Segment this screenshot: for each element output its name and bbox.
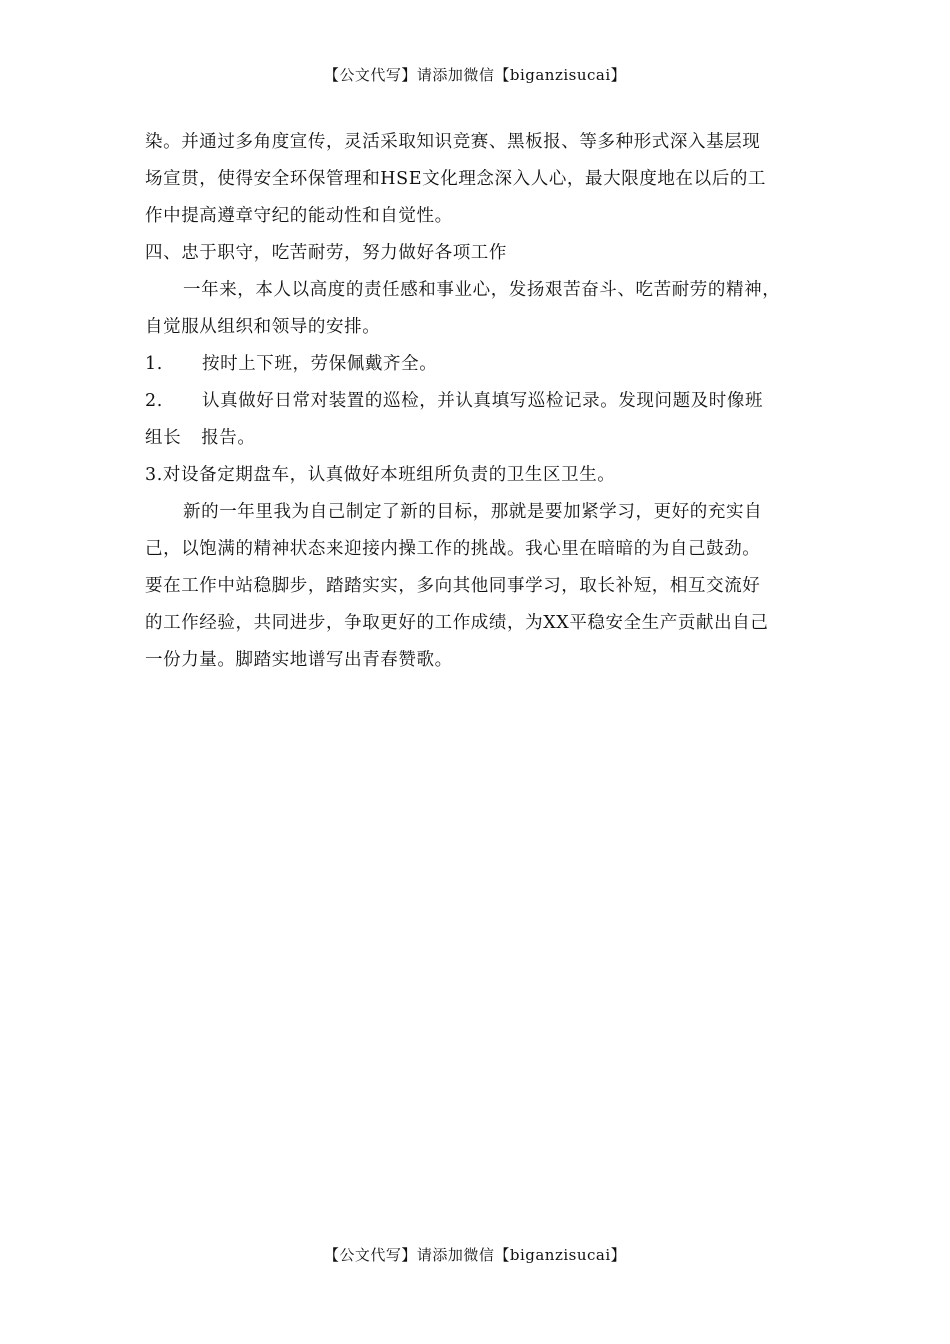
text-line: 作中提高遵章守纪的能动性和自觉性。 [145, 206, 453, 226]
page-header: 【公文代写】请添加微信【biganzisucai】 [323, 66, 627, 84]
list-item-text: 按时上下班，劳保佩戴齐全。 [202, 354, 438, 374]
text-line: 新的一年里我为自己制定了新的目标，那就是要加紧学习，更好的充实自 [183, 502, 763, 522]
list-item-continuation [145, 420, 815, 457]
text-line: 己，以饱满的精神状态来迎接内操工作的挑战。我心里在暗暗的为自己鼓劲。 [145, 539, 761, 559]
list-item-text: 报告。 [201, 428, 256, 448]
section-heading: 四、忠于职守，吃苦耐劳，努力做好各项工作 [145, 243, 507, 263]
text-line: 自觉服从组织和领导的安排。 [145, 317, 381, 337]
list-item-number: 1. [145, 354, 163, 374]
text-line: 染。并通过多角度宣传，灵活采取知识竞赛、黑板报、等多种形式深入基层现 [145, 132, 761, 152]
list-item [145, 383, 815, 420]
document-body [145, 124, 815, 679]
text-line: 一年来，本人以高度的责任感和事业心，发扬艰苦奋斗、吃苦耐劳的精神， [183, 280, 781, 300]
text-line: 要在工作中站稳脚步，踏踏实实，多向其他同事学习，取长补短，相互交流好 [145, 576, 761, 596]
list-item-number: 2. [145, 391, 163, 411]
text-line: 的工作经验，共同进步，争取更好的工作成绩，为XX平稳安全生产贡献出自己 [145, 613, 769, 633]
list-item-text: 认真做好日常对装置的巡检，并认真填写巡检记录。发现问题及时像班 [202, 391, 764, 411]
text-line: 场宣贯，使得安全环保管理和HSE文化理念深入人心，最大限度地在以后的工 [145, 169, 767, 189]
page-footer: 【公文代写】请添加微信【biganzisucai】 [323, 1246, 627, 1264]
list-item-text: 组长 [145, 428, 182, 448]
text-line: 一份力量。脚踏实地谱写出青春赞歌。 [145, 650, 453, 670]
list-item [145, 346, 815, 383]
list-item: 3.对设备定期盘车，认真做好本班组所负责的卫生区卫生。 [145, 465, 616, 485]
